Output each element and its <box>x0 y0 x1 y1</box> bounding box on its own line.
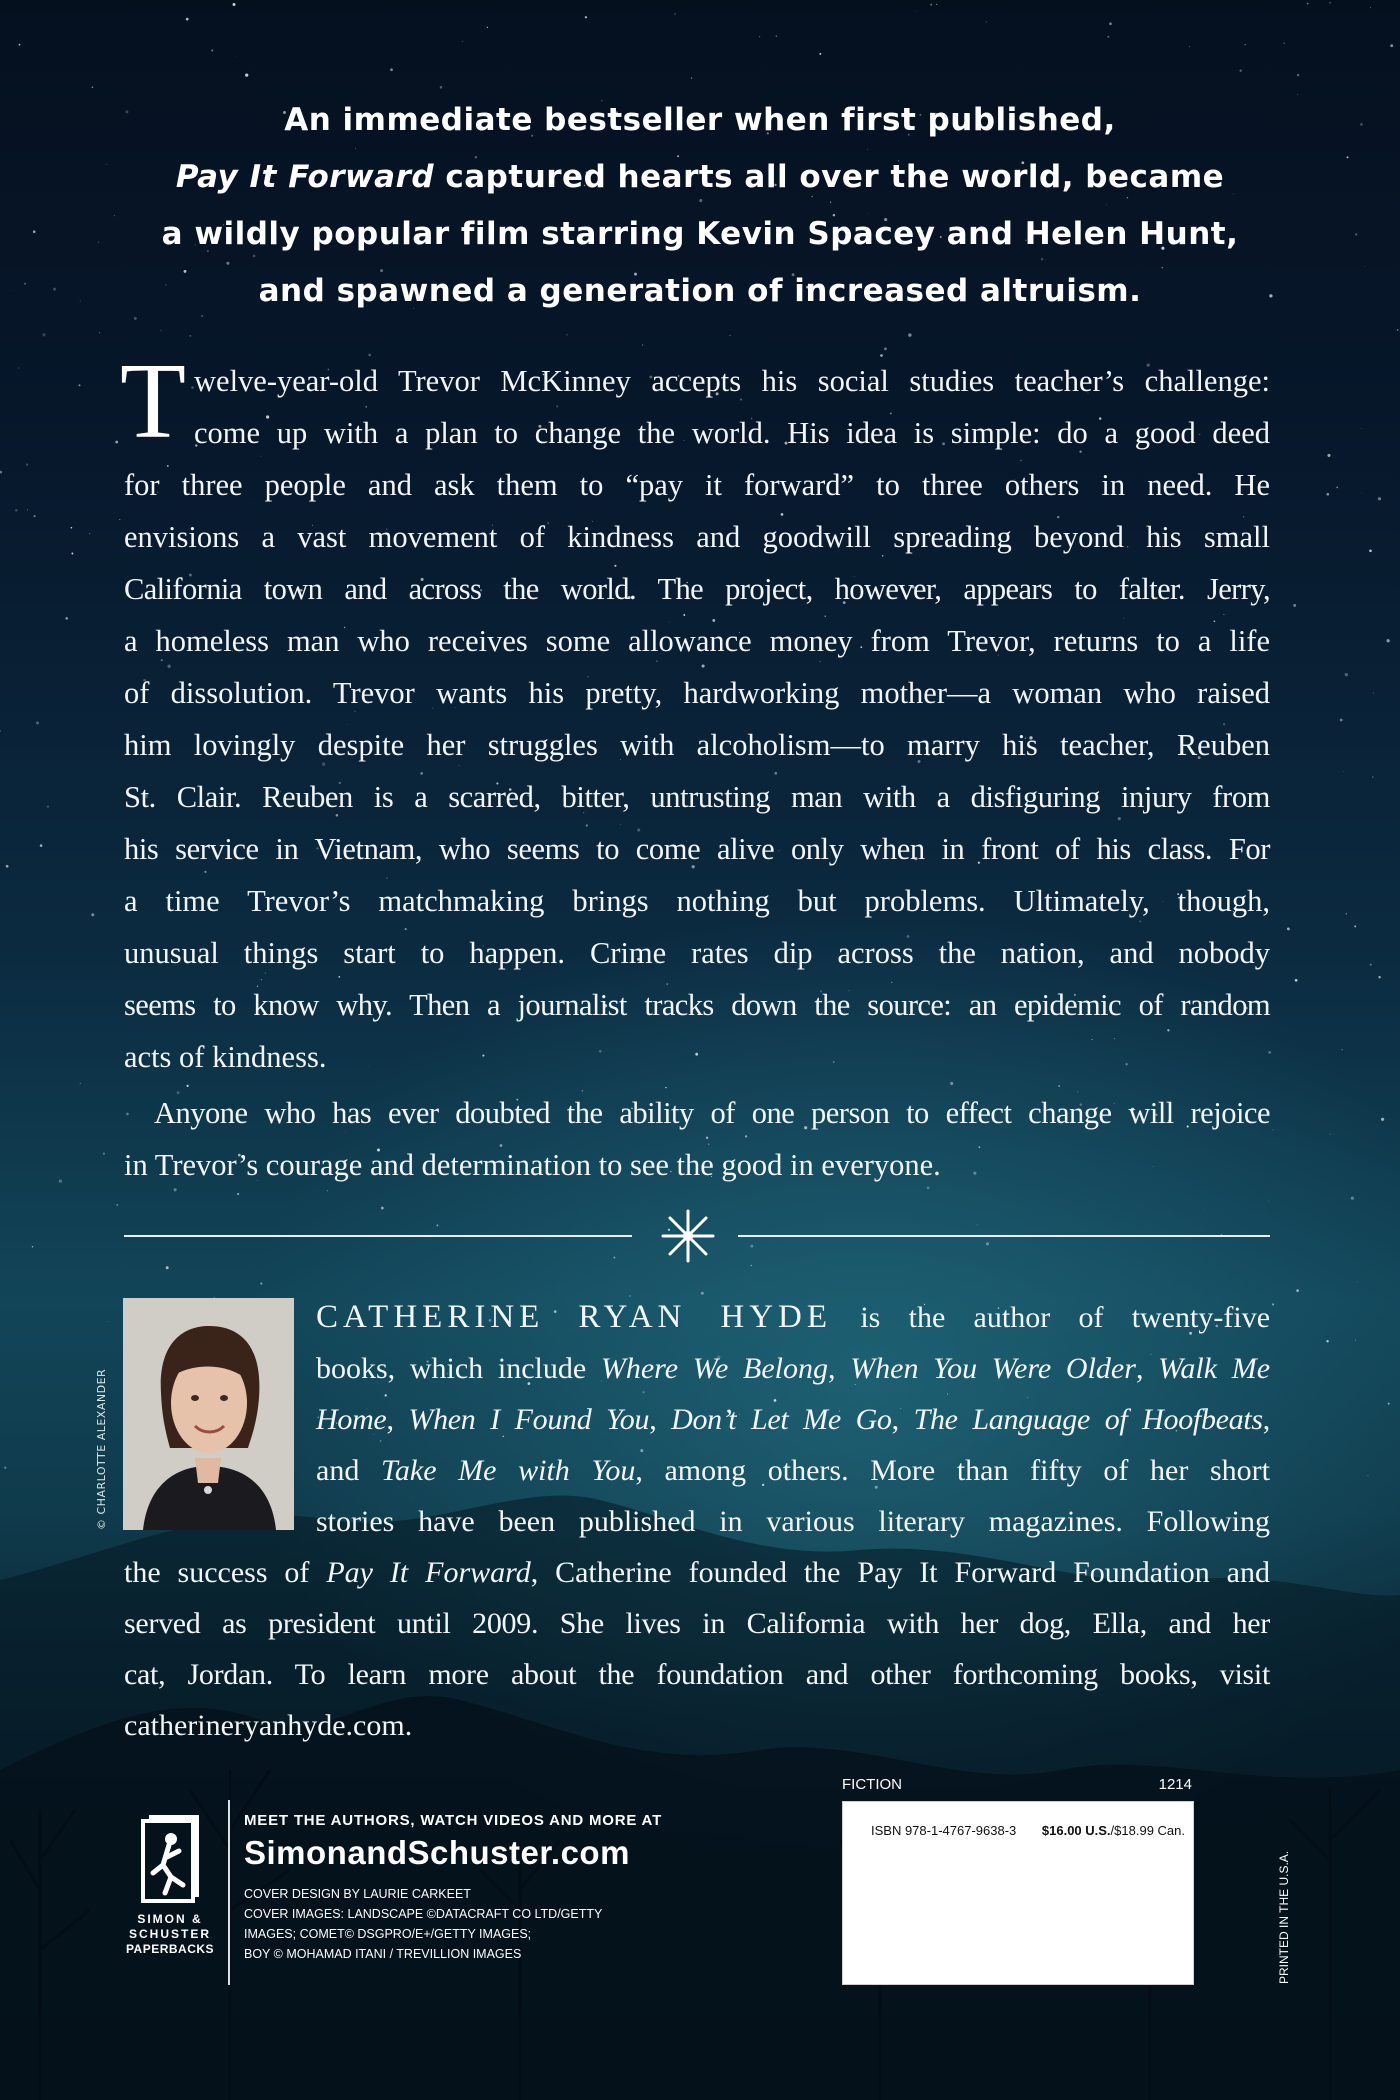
headline-line-3: a wildly popular film starring Kevin Spacey and Helen Hunt, <box>161 216 1239 252</box>
summary-line: California town and across the world. The project, however, appears to falter. Jerry, <box>124 572 1270 606</box>
book-title: Don’t Let Me Go <box>671 1403 892 1436</box>
photo-credit: © CHARLOTTE ALEXANDER <box>95 1368 108 1530</box>
book-title: Take Me with You <box>380 1454 636 1487</box>
bio-text-segment: , <box>1262 1403 1270 1436</box>
summary-line: for three people and ask them to “pay it forward” to three others in need. He <box>124 468 1270 502</box>
summary-line: welve-year-old Trevor McKinney accepts his social studies teacher’s challenge: <box>194 364 1270 398</box>
bio-text-segment: , <box>649 1403 672 1436</box>
isbn-line <box>871 1823 1185 1838</box>
simon-schuster-logo-icon <box>135 1815 207 1907</box>
bio-text-segment: and <box>316 1454 381 1487</box>
summary-line: his service in Vietnam, who seems to come alive only when in front of his class. For <box>124 832 1270 866</box>
cover-credit-line: COVER IMAGES: LANDSCAPE ©DATACRAFT CO LTD/GETTY <box>244 1907 603 1921</box>
bio-line: cat, Jordan. To learn more about the foundation and other forthcoming books, visit <box>124 1658 1270 1691</box>
bio-text-segment: , among others. More than fifty of her short <box>635 1454 1270 1487</box>
bio-text-segment: , <box>386 1403 409 1436</box>
meet-authors-text: MEET THE AUTHORS, WATCH VIDEOS AND MORE AT <box>244 1812 663 1829</box>
headline-book-title: Pay It Forward <box>175 159 435 195</box>
printed-in-usa: PRINTED IN THE U.S.A. <box>1277 1850 1291 1984</box>
drop-cap: T <box>120 342 186 461</box>
category-label: FICTION <box>842 1776 902 1793</box>
book-title: The Language of Hoofbeats <box>913 1403 1263 1436</box>
book-title: Walk Me <box>1158 1352 1271 1385</box>
publisher-divider <box>228 1800 230 1985</box>
bio-line <box>316 1292 1270 1343</box>
bio-text-segment: is the author of twenty-five <box>832 1301 1271 1334</box>
headline-line-2-rest: captured hearts all over the world, became <box>434 159 1225 195</box>
bio-line <box>316 1343 1270 1394</box>
logo-text <box>110 1912 230 1957</box>
summary-closing-line: in Trevor’s courage and determination to see the good in everyone. <box>124 1148 941 1182</box>
logo-text-line: PAPERBACKS <box>125 1942 215 1956</box>
price-us: $16.00 U.S. <box>1041 1823 1111 1838</box>
book-title: When I Found You <box>408 1403 650 1436</box>
cover-credits <box>244 1884 602 1964</box>
isbn-number: ISBN 978-1-4767-9638-3 <box>871 1823 1017 1838</box>
cover-credit-line: BOY © MOHAMAD ITANI / TREVILLION IMAGES <box>244 1947 522 1961</box>
headline-line-1: An immediate bestseller when first published, <box>284 102 1116 138</box>
cover-credit-line: COVER DESIGN BY LAURIE CARKEET <box>244 1887 471 1901</box>
bio-line <box>316 1445 1270 1496</box>
bio-text-segment: , <box>891 1403 914 1436</box>
book-title: Home <box>316 1403 387 1436</box>
category-code: 1214 <box>1158 1776 1192 1793</box>
summary-line: acts of kindness. <box>124 1040 327 1074</box>
bio-text-segment: , <box>827 1352 851 1385</box>
publisher-website-link[interactable]: SimonandSchuster.com <box>244 1834 630 1871</box>
logo-text-line: SIMON & <box>137 1912 203 1926</box>
bio-line <box>316 1394 1270 1445</box>
summary-closing-line: Anyone who has ever doubted the ability of one person to effect change will rejoice <box>154 1096 1270 1130</box>
summary-line: come up with a plan to change the world. His idea is simple: do a good deed <box>194 416 1270 450</box>
book-title: Pay It Forward <box>326 1556 531 1589</box>
price-canada: /$18.99 Can. <box>1110 1823 1185 1838</box>
bio-line <box>124 1547 1270 1598</box>
barcode-box <box>842 1801 1194 1985</box>
cover-credit-line: IMAGES; COMET© DSGPRO/E+/GETTY IMAGES; <box>244 1927 532 1941</box>
summary-line: a homeless man who receives some allowance money from Trevor, returns to a life <box>124 624 1270 658</box>
summary-line: of dissolution. Trevor wants his pretty, hardworking mother—a woman who raised <box>124 676 1270 710</box>
summary-line: envisions a vast movement of kindness and goodwill spreading beyond his small <box>124 520 1270 554</box>
bio-text-segment: books, which include <box>316 1352 601 1385</box>
summary-line: him lovingly despite her struggles with alcoholism—to marry his teacher, Reuben <box>124 728 1270 762</box>
summary-line: seems to know why. Then a journalist tracks down the source: an epidemic of random <box>124 988 1270 1022</box>
headline-line-4: and spawned a generation of increased altruism. <box>258 273 1142 309</box>
summary-line: unusual things start to happen. Crime rates dip across the nation, and nobody <box>124 936 1270 970</box>
book-title: Where We Belong <box>600 1352 828 1385</box>
summary-line: St. Clair. Reuben is a scarred, bitter, untrusting man with a disfiguring injury from <box>124 780 1270 814</box>
summary-line: a time Trevor’s matchmaking brings nothing but problems. Ultimately, though, <box>124 884 1270 918</box>
bio-line: stories have been published in various literary magazines. Following <box>316 1505 1270 1538</box>
bio-text-segment: the success of <box>124 1556 327 1589</box>
bio-text-segment: , <box>1135 1352 1159 1385</box>
logo-text-line: SCHUSTER <box>128 1927 211 1941</box>
bio-line: served as president until 2009. She lives in California with her dog, Ella, and her <box>124 1607 1270 1640</box>
author-name: CATHERINE RYAN HYDE <box>316 1299 833 1335</box>
book-title: When You Were Older <box>850 1352 1136 1385</box>
bio-line: catherineryanhyde.com. <box>124 1709 413 1742</box>
bio-text-segment: , Catherine founded the Pay It Forward Foundation and <box>530 1556 1270 1589</box>
